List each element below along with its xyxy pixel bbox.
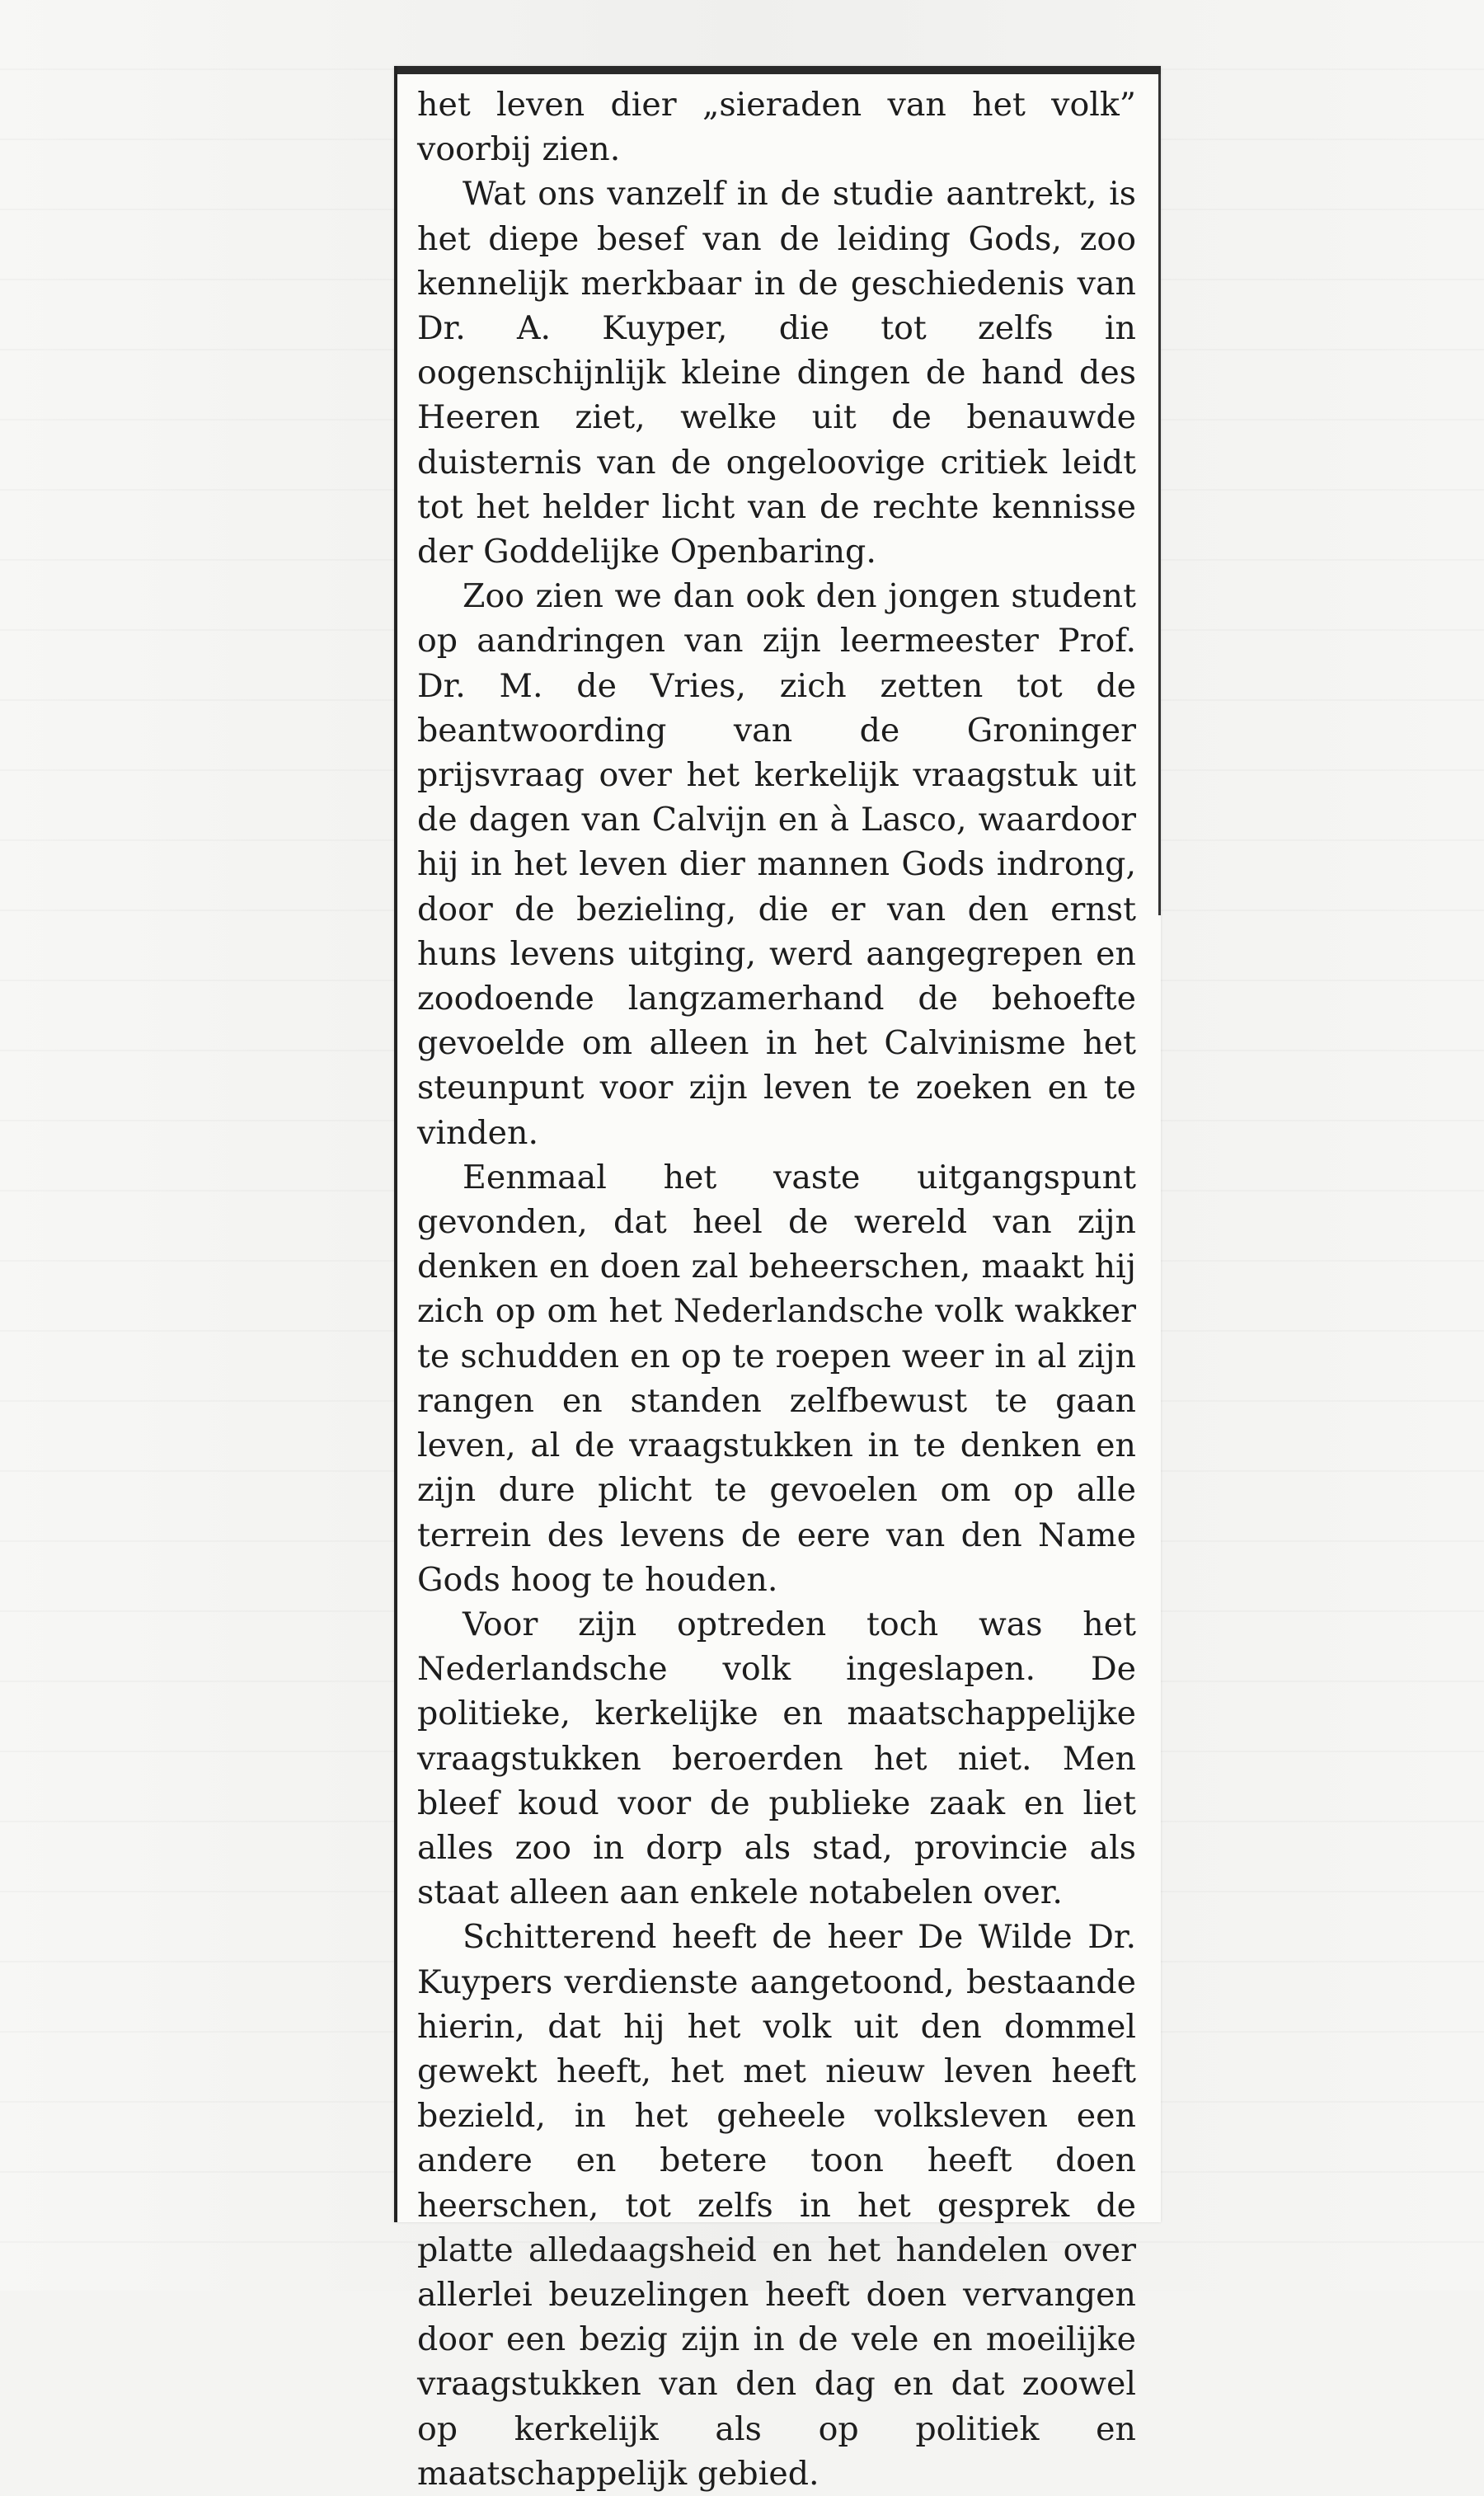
newspaper-clipping — [394, 66, 1161, 2493]
clipping-right-rule — [1158, 74, 1161, 915]
paragraph-3: Zoo zien we dan ook den jongen student op aandringen van zijn leermeester Prof. Dr. M. de Vries, zich zetten tot de beantwoording van de Groninger prijsvraag over het kerkelijk vraagstuk uit de dagen van Calvijn en à Lasco, waardoor hij in het leven dier mannen Gods indrong, door de bezieling, die er van den ernst huns levens uitging, werd aangegrepen en zoodoende langzamerhand de behoefte gevoelde om alleen in het Calvinisme het steunpunt voor zijn leven te zoeken en te vinden. — [417, 577, 1136, 1152]
paragraph-4: Eenmaal het vaste uitgangspunt gevonden, dat heel de wereld van zijn denken en doen zal beheerschen, maakt hij zich op om het Nederlandsche volk wakker te schudden en op te roepen weer in al zijn rangen en standen zelfbewust te gaan leven, al de vraagstukken in te denken en zijn dure plicht te gevoelen om op alle terrein des levens de eere van den Name Gods hoog te houden. — [417, 1158, 1136, 1599]
paragraph-5: Voor zijn optreden toch was het Nederlandsche volk ingeslapen. De politieke, kerkelijke en maatschappelijke vraagstukken beroerden het niet. Men bleef koud voor de publieke zaak en liet alles zoo in dorp als stad, provincie als staat alleen aan enkele notabelen over. — [417, 1605, 1136, 1912]
paragraph-6: Schitterend heeft de heer De Wilde Dr. Kuypers verdienste aangetoond, bestaande hierin, dat hij het volk uit den dommel gewekt heeft, het met nieuw leven heeft bezield, in het geheele volksleven een andere en betere toon heeft doen heerschen, tot zelfs in het gesprek de platte alledaagsheid en het handelen over allerlei beuzelingen heeft doen vervangen door een bezig zijn in de vele en moeilijke vraagstukken van den dag en dat zoowel op kerkelijk als op politiek en maatschappelijk gebied. — [417, 1918, 1136, 2493]
clipping-top-rule — [394, 66, 1161, 74]
clipping-left-rule — [394, 66, 397, 2222]
article-body — [417, 82, 1136, 2496]
paragraph-1: het leven dier „sieraden van het volk” voorbij zien. — [417, 86, 1136, 169]
paragraph-2: Wat ons vanzelf in de studie aantrekt, is het diepe besef van de leiding Gods, zoo kennelijk merkbaar in de geschiedenis van Dr. A. Kuyper, die tot zelfs in oogenschijnlijk kleine dingen de hand des Heeren ziet, welke uit de benauwde duisternis van de ongeloovige critiek leidt tot het helder licht van de rechte kennisse der Goddelijke Openbaring. — [417, 175, 1136, 571]
